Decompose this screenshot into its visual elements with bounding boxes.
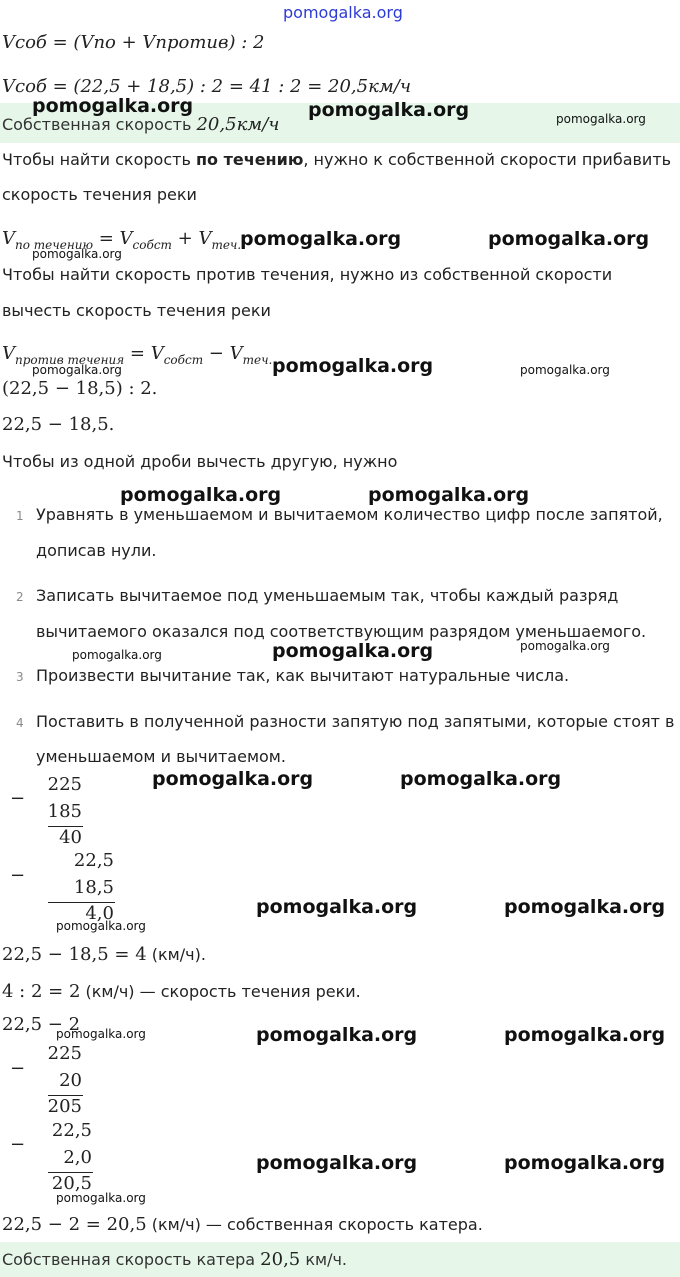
formula-average-speed-calc: Vсоб = (22,5 + 18,5) : 2 = 41 : 2 = 20,5км/ч: [2, 76, 412, 97]
watermark[interactable]: pomogalka.org: [504, 1152, 666, 1174]
answer-2-label: Собственная скорость катера: [2, 1250, 261, 1269]
watermark[interactable]: pomogalka.org: [72, 648, 162, 662]
paragraph-subtract: Чтобы из одной дроби вычесть другую, нужно: [2, 452, 398, 471]
column-3-minuend: 225: [47, 1043, 82, 1064]
step-3-number: 3: [16, 670, 24, 684]
column-4-minuend: 22,5: [51, 1120, 92, 1141]
fd-sub1: по течению: [15, 238, 94, 252]
watermark[interactable]: pomogalka.org: [556, 112, 646, 126]
watermark[interactable]: pomogalka.org: [56, 1191, 146, 1205]
watermark[interactable]: pomogalka.org: [504, 1024, 666, 1046]
paragraph-downstream-line2: скорость течения реки: [2, 185, 197, 204]
watermark[interactable]: pomogalka.org: [32, 247, 122, 261]
step-1-line1: Уравнять в уменьшаемом и вычитаемом количество цифр после запятой,: [36, 505, 663, 524]
column-3-result: 205: [47, 1096, 82, 1117]
watermark[interactable]: pomogalka.org: [272, 640, 434, 662]
step-1-number: 1: [16, 509, 24, 523]
watermark[interactable]: pomogalka.org: [240, 228, 402, 250]
watermark[interactable]: pomogalka.org: [488, 228, 650, 250]
watermark[interactable]: pomogalka.org: [520, 363, 610, 377]
fu-v1: V: [2, 343, 15, 364]
result-3-math: 22,5 − 2 = 20,5: [2, 1214, 147, 1235]
answer-2-value: 20,5: [260, 1249, 301, 1270]
fu-sub1: против течения: [15, 353, 125, 367]
paragraph-upstream-line2: вычесть скорость течения реки: [2, 301, 271, 320]
watermark[interactable]: pomogalka.org: [32, 363, 122, 377]
step-3-line1: Произвести вычитание так, как вычитают натуральные числа.: [36, 666, 570, 685]
watermark[interactable]: pomogalka.org: [120, 484, 282, 506]
column-1-minus: −: [10, 788, 26, 809]
fu-v3: V: [229, 343, 243, 364]
fu-eq: =: [124, 343, 151, 364]
formula-upstream: [2, 343, 273, 367]
fd-v3: V: [198, 228, 212, 249]
watermark[interactable]: pomogalka.org: [504, 896, 666, 918]
result-3: [2, 1214, 483, 1235]
column-4-minus: −: [10, 1134, 26, 1155]
step-2-line1: Записать вычитаемое под уменьшаемым так, чтобы каждый разряд: [36, 586, 619, 605]
downstream-bold: по течению: [195, 150, 304, 169]
formula-average-speed: Vсоб = (Vпо + Vпротив) : 2: [2, 32, 265, 53]
step-4-number: 4: [16, 716, 24, 730]
fu-op: −: [203, 343, 230, 364]
step-1-line2: дописав нули.: [36, 541, 157, 560]
result-2-math: 4 : 2 = 2: [2, 981, 81, 1002]
column-1-subtrahend: 185: [47, 801, 82, 822]
column-3-minus: −: [10, 1058, 26, 1079]
result-2: [2, 981, 361, 1002]
column-2-minuend: 22,5: [73, 850, 114, 871]
answer-1-label: Собственная скорость: [2, 115, 197, 134]
step-2-number: 2: [16, 590, 24, 604]
result-3-unit: (км/ч) — собственная скорость катера.: [146, 1215, 483, 1234]
watermark[interactable]: pomogalka.org: [308, 99, 470, 121]
column-2-result: 4,0: [85, 903, 114, 924]
column-2-subtrahend: 18,5: [73, 877, 114, 898]
watermark-top[interactable]: pomogalka.org: [283, 3, 403, 22]
paragraph-upstream-line1: Чтобы найти скорость против течения, нужно из собственной скорости: [2, 265, 613, 284]
result-1: [2, 944, 206, 965]
fu-sub3: теч.: [242, 353, 273, 367]
fd-v1: V: [2, 228, 15, 249]
answer-1-value: 20,5км/ч: [196, 114, 280, 135]
fd-op: +: [171, 228, 199, 249]
fd-v2: V: [119, 228, 133, 249]
answer-2: [2, 1249, 347, 1270]
watermark[interactable]: pomogalka.org: [256, 896, 418, 918]
result-1-unit: (км/ч).: [146, 945, 206, 964]
watermark[interactable]: pomogalka.org: [256, 1024, 418, 1046]
answer-2-unit: км/ч.: [300, 1250, 347, 1269]
answer-1: [2, 114, 280, 135]
watermark[interactable]: pomogalka.org: [400, 768, 562, 790]
fd-sub2: собст: [132, 238, 172, 252]
column-4-subtrahend: 2,0: [63, 1147, 92, 1168]
expression-2: 22,5 − 18,5.: [2, 414, 115, 435]
watermark[interactable]: pomogalka.org: [368, 484, 530, 506]
column-1-minuend: 225: [47, 774, 82, 795]
formula-downstream: [2, 228, 242, 252]
expression-3: 22,5 − 2: [2, 1014, 81, 1035]
column-3-subtrahend: 20: [59, 1070, 82, 1091]
step-4-line2: уменьшаемом и вычитаемом.: [36, 747, 286, 766]
downstream-pre: Чтобы найти скорость: [2, 150, 196, 169]
result-1-math: 22,5 − 18,5 = 4: [2, 944, 147, 965]
column-2-minus: −: [10, 865, 26, 886]
watermark[interactable]: pomogalka.org: [520, 639, 610, 653]
result-2-unit: (км/ч) — скорость течения реки.: [80, 982, 361, 1001]
fd-eq: =: [93, 228, 120, 249]
downstream-post: , нужно к собственной скорости прибавить: [303, 150, 672, 169]
step-2-line2: вычитаемого оказался под соответствующим разрядом уменьшаемого.: [36, 622, 647, 641]
fd-sub3: теч.: [211, 238, 242, 252]
watermark[interactable]: pomogalka.org: [56, 919, 146, 933]
expression-1: (22,5 − 18,5) : 2.: [2, 378, 158, 399]
watermark[interactable]: pomogalka.org: [56, 1027, 146, 1041]
column-1-result: 40: [59, 827, 82, 848]
fu-v2: V: [150, 343, 164, 364]
column-4-result: 20,5: [51, 1173, 92, 1194]
watermark[interactable]: pomogalka.org: [256, 1152, 418, 1174]
watermark[interactable]: pomogalka.org: [32, 95, 194, 117]
watermark[interactable]: pomogalka.org: [272, 355, 434, 377]
step-4-line1: Поставить в полученной разности запятую под запятыми, которые стоят в: [36, 712, 675, 731]
paragraph-downstream-line1: [2, 150, 671, 169]
fu-sub2: собст: [163, 353, 204, 367]
watermark[interactable]: pomogalka.org: [152, 768, 314, 790]
